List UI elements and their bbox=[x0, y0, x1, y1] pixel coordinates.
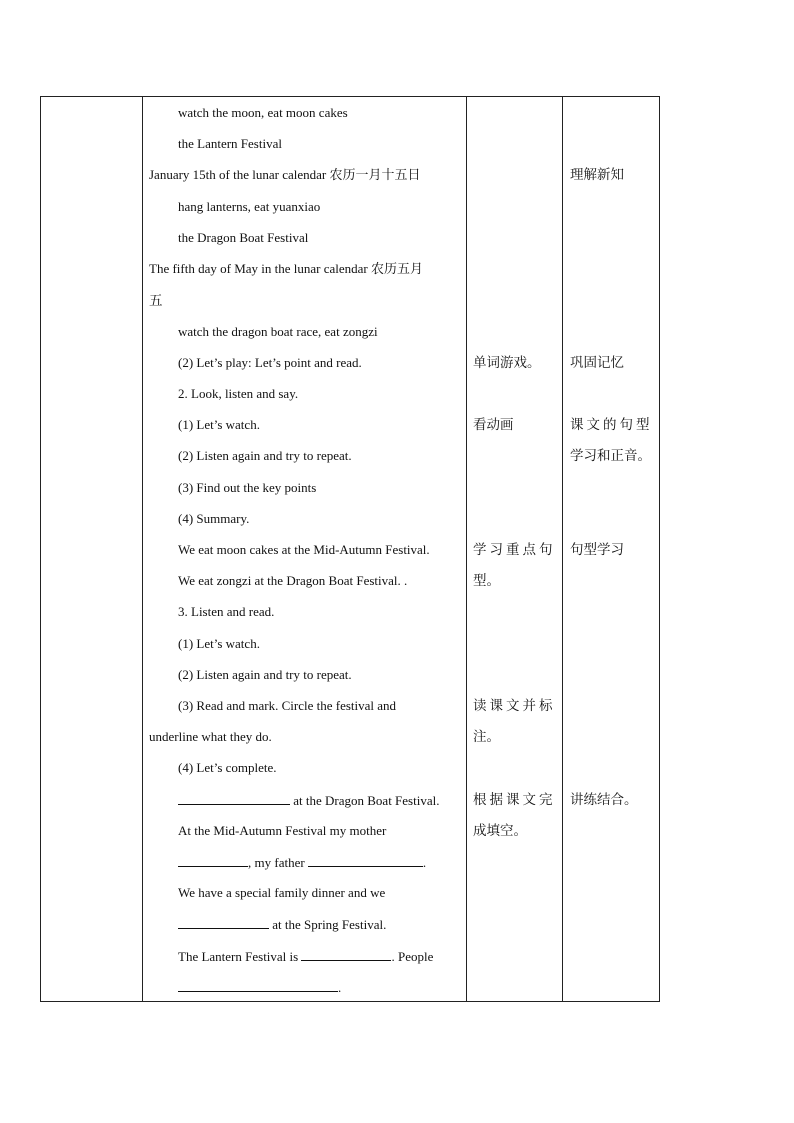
teaching-content-cell bbox=[143, 97, 467, 1002]
design-purpose-cell bbox=[563, 97, 660, 1002]
activity-note: 注。 bbox=[473, 729, 500, 745]
activity-note: 成填空。 bbox=[473, 823, 527, 839]
content-line: We eat moon cakes at the Mid-Autumn Festival. bbox=[178, 542, 430, 557]
table-row bbox=[41, 97, 660, 1002]
answer-blank bbox=[178, 854, 248, 867]
content-line: (1) Let’s watch. bbox=[178, 417, 260, 432]
content-line: 3. Listen and read. bbox=[178, 604, 275, 619]
purpose-note: 讲练结合。 bbox=[570, 792, 638, 808]
content-line: January 15th of the lunar calendar 农历一月十五日 bbox=[149, 167, 421, 182]
activity-note: 根据课文完 bbox=[473, 792, 556, 808]
student-activity-cell bbox=[467, 97, 563, 1002]
answer-blank bbox=[301, 948, 391, 961]
activity-note: 型。 bbox=[473, 573, 500, 589]
answer-blank bbox=[178, 916, 269, 929]
answer-blank bbox=[308, 854, 423, 867]
content-line: watch the moon, eat moon cakes bbox=[178, 105, 348, 120]
answer-blank bbox=[178, 979, 338, 992]
content-line: (2) Let’s play: Let’s point and read. bbox=[178, 355, 362, 370]
content-line: (2) Listen again and try to repeat. bbox=[178, 448, 352, 463]
content-line: (2) Listen again and try to repeat. bbox=[178, 667, 352, 682]
content-line: We eat zongzi at the Dragon Boat Festival. . bbox=[178, 573, 408, 588]
purpose-note: 理解新知 bbox=[570, 167, 624, 183]
purpose-note: 学习和正音。 bbox=[570, 448, 651, 464]
content-line: (3) Find out the key points bbox=[178, 480, 317, 495]
fill-line: At the Mid-Autumn Festival my mother bbox=[178, 823, 387, 838]
blank-column-cell bbox=[41, 97, 143, 1002]
content-line: (4) Let’s complete. bbox=[178, 760, 277, 775]
fill-line: at the Spring Festival. bbox=[178, 916, 386, 933]
activity-note: 看动画 bbox=[473, 417, 514, 433]
fill-line: at the Dragon Boat Festival. bbox=[178, 792, 439, 809]
purpose-note: 句型学习 bbox=[570, 542, 624, 558]
fill-line: The Lantern Festival is . People bbox=[178, 949, 434, 964]
fill-line: , my father . bbox=[178, 854, 426, 871]
purpose-note: 课文的句型 bbox=[570, 417, 653, 433]
content-line: 2. Look, listen and say. bbox=[178, 386, 299, 401]
content-line: hang lanterns, eat yuanxiao bbox=[178, 199, 321, 214]
lesson-plan-table bbox=[40, 96, 660, 1002]
content-line: watch the dragon boat race, eat zongzi bbox=[178, 324, 378, 339]
content-line: The fifth day of May in the lunar calendar 农历五月 bbox=[149, 261, 423, 276]
content-line: the Dragon Boat Festival bbox=[178, 230, 309, 245]
content-line: the Lantern Festival bbox=[178, 136, 282, 151]
content-line: 五 bbox=[149, 293, 163, 309]
content-line: (1) Let’s watch. bbox=[178, 636, 260, 651]
content-line: (4) Summary. bbox=[178, 511, 250, 526]
activity-note: 读课文并标 bbox=[473, 698, 556, 714]
fill-line: . bbox=[178, 979, 341, 996]
content-line: (3) Read and mark. Circle the festival and bbox=[178, 698, 397, 713]
activity-note: 学习重点句 bbox=[473, 542, 556, 558]
answer-blank bbox=[178, 792, 290, 805]
purpose-note: 巩固记忆 bbox=[570, 355, 624, 371]
activity-note: 单词游戏。 bbox=[473, 355, 541, 371]
content-line: underline what they do. bbox=[149, 729, 272, 744]
fill-line: We have a special family dinner and we bbox=[178, 885, 386, 900]
